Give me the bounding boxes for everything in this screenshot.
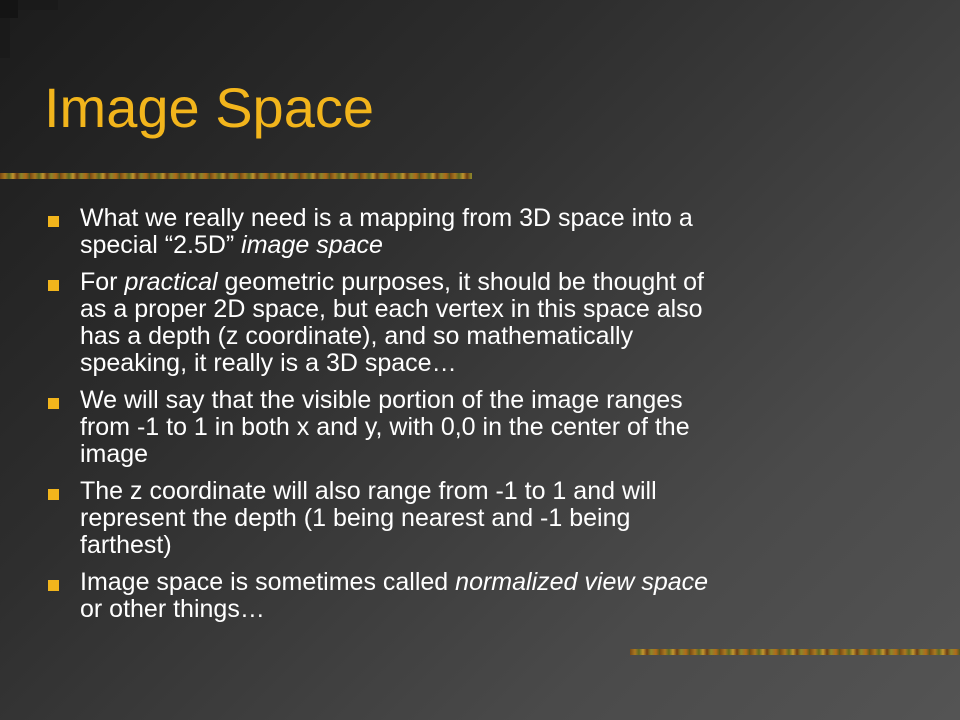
- footer-divider-stripe: [630, 649, 960, 655]
- italic-text: normalized view space: [455, 568, 709, 596]
- square-bullet-icon: [48, 398, 59, 409]
- text-segment: The z coordinate will also range from -1 to 1 and will represent the depth (1 being nearest and -1 being farthest): [80, 477, 657, 559]
- text-segment: or other things…: [80, 595, 265, 623]
- text-segment: Image space is sometimes called: [80, 568, 456, 596]
- bullet-item: [44, 478, 924, 559]
- bullet-text: [80, 478, 924, 559]
- text-segment: For: [80, 268, 125, 296]
- text-segment: geometric purposes, it should be thought of as a proper 2D space, but each vertex in this space also has a depth (z coordinate), and so mathematically speaking, it really is a 3D space…: [80, 268, 704, 377]
- square-bullet-icon: [48, 580, 59, 591]
- corner-decoration: [0, 0, 18, 18]
- bullet-text: [80, 205, 924, 259]
- slide-title: Image Space: [44, 76, 374, 139]
- text-segment: We will say that the visible portion of the image ranges from -1 to 1 in both x and y, with 0,0 in the center of the image: [80, 386, 690, 468]
- bullet-text: [80, 569, 924, 623]
- bullet-item: [44, 269, 924, 377]
- square-bullet-icon: [48, 489, 59, 500]
- bullet-item: [44, 205, 924, 259]
- italic-text: practical: [124, 268, 218, 296]
- bullet-text: [80, 387, 924, 468]
- text-segment: What we really need is a mapping from 3D space into a special “2.5D”: [80, 204, 693, 259]
- bullet-item: [44, 569, 924, 623]
- title-divider-stripe: [0, 173, 472, 179]
- italic-text: image space: [241, 231, 383, 259]
- bullet-list: [44, 205, 924, 633]
- corner-decoration: [0, 18, 10, 58]
- square-bullet-icon: [48, 280, 59, 291]
- bullet-text: [80, 269, 924, 377]
- bullet-item: [44, 387, 924, 468]
- corner-decoration: [18, 0, 58, 10]
- square-bullet-icon: [48, 216, 59, 227]
